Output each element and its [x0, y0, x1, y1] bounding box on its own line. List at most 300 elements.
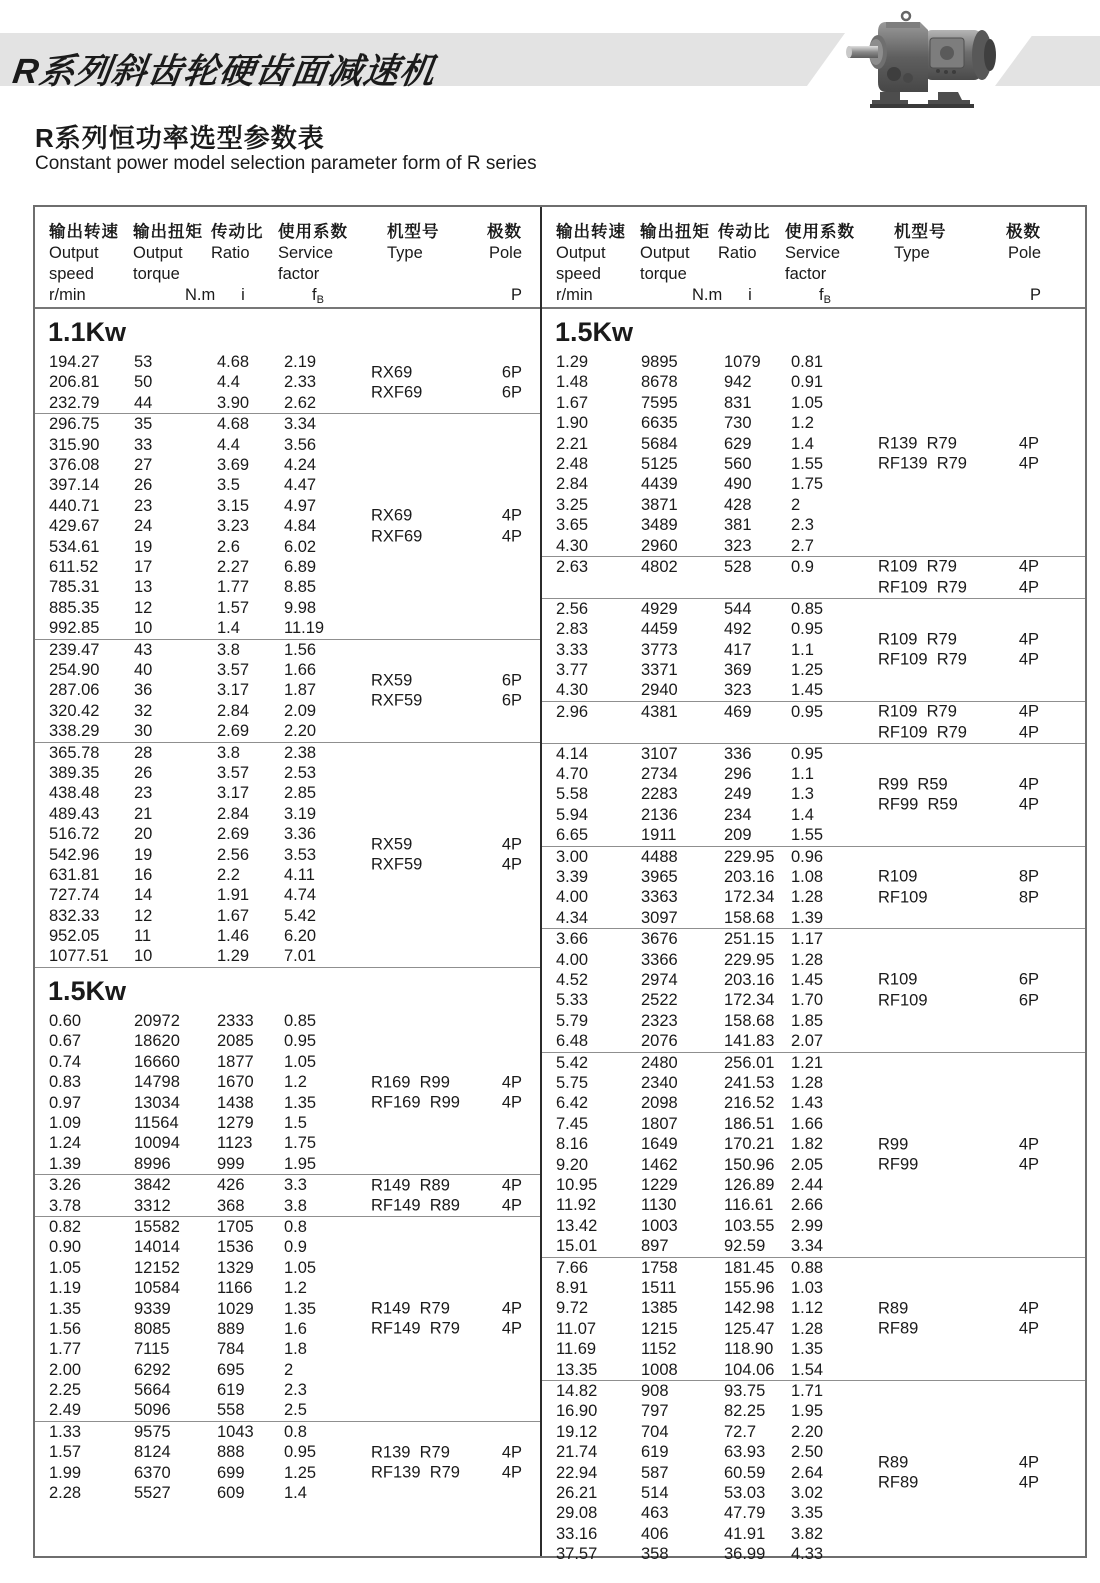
cell-service-factor: 1.28 — [791, 1073, 824, 1092]
cell-service-factor: 11.19 — [284, 619, 325, 638]
table-row — [542, 413, 1085, 433]
cell-ratio: 368 — [217, 1196, 245, 1215]
cell-output-torque: 53 — [134, 353, 153, 371]
cell-output-speed: 542.96 — [49, 845, 100, 864]
cell-service-factor: 9.98 — [284, 598, 317, 617]
type-line — [371, 670, 540, 690]
cell-ratio: 229.95 — [724, 950, 775, 969]
cell-output-torque: 13034 — [134, 1093, 180, 1112]
banner-accent-shape — [995, 36, 1100, 86]
table-row — [542, 1422, 1085, 1442]
model-type: RX59 — [371, 671, 413, 690]
cell-service-factor: 3.34 — [284, 415, 317, 434]
cell-ratio: 158.68 — [724, 908, 775, 927]
cell-ratio: 381 — [724, 516, 752, 535]
cell-output-torque: 1758 — [641, 1258, 678, 1277]
cell-ratio: 53.03 — [724, 1483, 766, 1502]
pole-count: 4P — [501, 1319, 522, 1338]
pole-count: 6P — [501, 383, 522, 402]
table-row — [542, 515, 1085, 535]
cell-ratio: 1670 — [217, 1073, 254, 1092]
cell-output-speed: 727.74 — [49, 886, 100, 905]
cell-ratio: 172.34 — [724, 888, 775, 907]
model-type: R89 — [878, 1453, 909, 1472]
type-line — [878, 577, 1085, 597]
model-type: RF149 R79 — [371, 1319, 460, 1338]
cell-output-speed: 22.94 — [556, 1463, 598, 1482]
cell-ratio: 216.52 — [724, 1094, 775, 1113]
cell-service-factor: 4.33 — [791, 1545, 824, 1564]
cell-output-speed: 5.58 — [556, 785, 589, 804]
cell-output-speed: 1.56 — [49, 1319, 82, 1338]
pole-count: 6P — [1018, 970, 1039, 989]
cell-ratio: 1329 — [217, 1258, 254, 1277]
cell-service-factor: 3.34 — [791, 1237, 824, 1256]
group-types — [371, 362, 540, 403]
model-type: RXF69 — [371, 383, 423, 402]
cell-service-factor: 7.01 — [284, 947, 317, 966]
gear-reducer-illustration — [842, 8, 1007, 116]
cell-service-factor: 0.96 — [791, 847, 824, 866]
cell-output-torque: 4488 — [641, 847, 678, 866]
group-types — [878, 629, 1085, 670]
model-type: R99 — [878, 1135, 909, 1154]
table-row — [542, 1258, 1085, 1278]
cell-ratio: 60.59 — [724, 1463, 766, 1482]
cell-output-torque: 3676 — [641, 930, 678, 949]
cell-output-torque: 12 — [134, 906, 153, 925]
cell-ratio: 47.79 — [724, 1504, 766, 1523]
cell-output-speed: 365.78 — [49, 743, 100, 762]
cell-service-factor: 0.9 — [284, 1238, 307, 1257]
cell-output-speed: 1.05 — [49, 1258, 82, 1277]
type-line — [878, 1298, 1085, 1318]
cell-service-factor: 2.20 — [284, 722, 317, 741]
cell-output-torque: 17 — [134, 557, 153, 576]
type-line — [371, 362, 540, 382]
cell-output-speed: 1.19 — [49, 1279, 82, 1298]
table-row — [35, 455, 540, 475]
power-section-header: 1.1Kw — [48, 317, 127, 347]
table-row — [542, 474, 1085, 494]
cell-output-torque: 587 — [641, 1463, 669, 1482]
cell-output-speed: 4.70 — [556, 764, 589, 783]
cell-output-torque: 2734 — [641, 764, 678, 783]
cell-output-torque: 2480 — [641, 1053, 678, 1072]
cell-ratio: 142.98 — [724, 1299, 775, 1318]
table-row — [542, 929, 1085, 949]
cell-output-torque: 16660 — [134, 1052, 180, 1071]
cell-output-speed: 3.26 — [49, 1176, 82, 1195]
pole-count: 6P — [501, 363, 522, 382]
cell-ratio: 1.57 — [217, 598, 250, 617]
cell-output-speed: 516.72 — [49, 825, 100, 844]
parameter-group — [542, 557, 1085, 599]
cell-service-factor: 1.66 — [791, 1114, 824, 1133]
pole-count: 4P — [501, 855, 522, 874]
pole-count: 4P — [1018, 723, 1039, 742]
table-row — [542, 847, 1085, 867]
pole-count: 4P — [1018, 1473, 1039, 1492]
cell-output-torque: 3489 — [641, 516, 678, 535]
table-row — [35, 557, 540, 577]
model-type: RF109 — [878, 888, 928, 907]
table-row — [35, 804, 540, 824]
cell-output-speed: 2.49 — [49, 1401, 82, 1420]
cell-ratio: 172.34 — [724, 991, 775, 1010]
cell-output-speed: 232.79 — [49, 393, 100, 412]
cell-output-torque: 3312 — [134, 1196, 171, 1215]
cell-ratio: 426 — [217, 1176, 245, 1195]
cell-service-factor: 0.91 — [791, 373, 824, 392]
cell-output-speed: 6.65 — [556, 826, 589, 845]
cell-service-factor: 4.24 — [284, 455, 317, 474]
cell-output-speed: 0.90 — [49, 1238, 82, 1257]
table-row — [542, 1031, 1085, 1051]
cell-output-speed: 5.94 — [556, 805, 589, 824]
cell-ratio: 1.67 — [217, 906, 250, 925]
model-type: RX59 — [371, 835, 413, 854]
cell-ratio: 3.69 — [217, 455, 250, 474]
type-line — [371, 834, 540, 854]
model-type: R109 — [878, 970, 918, 989]
cell-output-torque: 897 — [641, 1237, 669, 1256]
cell-output-speed: 0.74 — [49, 1052, 82, 1071]
table-row — [35, 1339, 540, 1359]
cell-output-torque: 3371 — [641, 660, 678, 679]
type-line — [878, 722, 1085, 742]
cell-output-torque: 10 — [134, 619, 153, 638]
cell-ratio: 2.84 — [217, 701, 250, 720]
cell-ratio: 203.16 — [724, 867, 775, 886]
cell-ratio: 1438 — [217, 1093, 254, 1112]
cell-output-torque: 1229 — [641, 1175, 678, 1194]
cell-output-speed: 2.84 — [556, 475, 589, 494]
cell-service-factor: 0.8 — [284, 1422, 307, 1441]
type-line — [878, 867, 1085, 887]
cell-output-speed: 254.90 — [49, 660, 100, 679]
parameter-group — [35, 352, 540, 414]
cell-ratio: 1536 — [217, 1238, 254, 1257]
type-line — [878, 990, 1085, 1010]
parameter-group — [35, 1217, 540, 1422]
cell-service-factor: 0.85 — [791, 599, 824, 618]
cell-service-factor: 2.19 — [284, 353, 317, 371]
cell-output-torque: 3773 — [641, 640, 678, 659]
cell-output-torque: 35 — [134, 415, 153, 434]
cell-service-factor: 2.7 — [791, 536, 814, 555]
cell-service-factor: 3.3 — [284, 1176, 307, 1195]
cell-output-speed: 11.69 — [556, 1340, 597, 1359]
cell-ratio: 889 — [217, 1319, 245, 1338]
pole-count: 4P — [501, 1176, 522, 1195]
cell-service-factor: 0.85 — [284, 1011, 317, 1030]
cell-output-speed: 33.16 — [556, 1524, 598, 1543]
cell-output-speed: 194.27 — [49, 353, 100, 371]
cell-output-torque: 27 — [134, 455, 153, 474]
gear-reducer-image — [842, 8, 1007, 116]
parameter-group — [542, 352, 1085, 557]
cell-ratio: 203.16 — [724, 970, 775, 989]
cell-ratio: 126.89 — [724, 1175, 775, 1194]
table-row — [35, 1483, 540, 1503]
table-row — [542, 1114, 1085, 1134]
type-line — [878, 434, 1085, 454]
cell-output-torque: 4459 — [641, 620, 678, 639]
cell-ratio: 888 — [217, 1443, 245, 1462]
cell-output-speed: 37.57 — [556, 1545, 598, 1564]
model-type: RF99 R59 — [878, 795, 958, 814]
cell-output-torque: 33 — [134, 435, 153, 454]
cell-ratio: 2.6 — [217, 537, 240, 556]
cell-ratio: 72.7 — [724, 1422, 757, 1441]
model-type: R109 — [878, 868, 918, 886]
cell-ratio: 2.69 — [217, 825, 250, 844]
cell-output-torque: 1008 — [641, 1360, 678, 1379]
cell-ratio: 1166 — [217, 1279, 253, 1298]
cell-service-factor: 1.1 — [791, 764, 814, 783]
cell-ratio: 323 — [724, 681, 752, 700]
cell-output-torque: 2136 — [641, 805, 678, 824]
parameter-group — [542, 929, 1085, 1052]
col-header-torque: 输出扭矩 Output torque N.m — [640, 223, 723, 304]
cell-ratio: 4.4 — [217, 373, 240, 392]
cell-output-torque: 8085 — [134, 1319, 171, 1338]
cell-output-speed: 4.30 — [556, 681, 589, 700]
table-row — [35, 906, 540, 926]
cell-service-factor: 0.95 — [284, 1032, 317, 1051]
cell-output-torque: 3097 — [641, 908, 678, 927]
table-half-left — [35, 207, 542, 1556]
cell-service-factor: 2.38 — [284, 743, 317, 762]
cell-ratio: 41.91 — [724, 1524, 766, 1543]
cell-output-torque: 463 — [641, 1504, 669, 1523]
cell-output-torque: 23 — [134, 496, 153, 515]
cell-service-factor: 1.55 — [791, 454, 824, 473]
cell-ratio: 528 — [724, 558, 752, 576]
cell-ratio: 4.68 — [217, 353, 250, 371]
model-type: RF109 R79 — [878, 723, 967, 742]
table-body-left — [35, 309, 540, 1504]
cell-ratio: 141.83 — [724, 1032, 775, 1051]
type-line — [878, 1473, 1085, 1493]
cell-ratio: 3.15 — [217, 496, 250, 515]
pole-count: 4P — [501, 527, 522, 546]
table-row — [542, 599, 1085, 619]
table-row — [35, 926, 540, 946]
cell-service-factor: 2 — [791, 495, 801, 514]
cell-output-speed: 885.35 — [49, 598, 100, 617]
table-row — [35, 1154, 540, 1174]
cell-service-factor: 4.74 — [284, 886, 317, 905]
table-row — [542, 495, 1085, 515]
pole-count: 4P — [1018, 795, 1039, 814]
model-type: R89 — [878, 1299, 909, 1318]
col-header-ratio: 传动比 Ratio i — [211, 223, 264, 304]
type-line — [371, 383, 540, 403]
cell-service-factor: 1.17 — [791, 930, 824, 949]
col-header-pole: 极数 Pole P — [487, 223, 522, 304]
cell-output-speed: 287.06 — [49, 681, 100, 700]
pole-count: 4P — [1018, 1155, 1039, 1174]
col-header-type: 机型号 Type — [387, 223, 440, 262]
cell-ratio: 3.17 — [217, 784, 250, 803]
cell-service-factor: 4.84 — [284, 517, 317, 536]
parameter-group — [542, 702, 1085, 744]
cell-service-factor: 2.07 — [791, 1032, 824, 1051]
cell-output-speed: 315.90 — [49, 435, 100, 454]
cell-output-torque: 4381 — [641, 702, 678, 721]
model-type: R149 R79 — [371, 1299, 450, 1318]
cell-output-torque: 1649 — [641, 1135, 678, 1154]
cell-output-speed: 611.52 — [49, 557, 99, 576]
model-type: RF109 R79 — [878, 650, 967, 669]
cell-output-torque: 2960 — [641, 536, 678, 555]
cell-service-factor: 2.5 — [284, 1401, 307, 1420]
pole-count: 4P — [501, 1093, 522, 1112]
type-line — [371, 1319, 540, 1339]
cell-service-factor: 2.33 — [284, 373, 317, 392]
cell-output-torque: 50 — [134, 373, 153, 392]
table-row — [35, 1258, 540, 1278]
cell-service-factor: 6.02 — [284, 537, 317, 556]
cell-ratio: 1705 — [217, 1217, 254, 1236]
cell-service-factor: 0.81 — [791, 353, 824, 371]
group-types — [371, 834, 540, 875]
cell-output-torque: 10094 — [134, 1134, 180, 1153]
table-row — [35, 946, 540, 966]
model-type: RX69 — [371, 363, 413, 382]
cell-output-speed: 239.47 — [49, 640, 100, 659]
cell-output-speed: 5.79 — [556, 1011, 589, 1030]
cell-ratio: 490 — [724, 475, 752, 494]
cell-output-torque: 20972 — [134, 1011, 180, 1030]
cell-output-torque: 797 — [641, 1402, 669, 1421]
table-row — [542, 1093, 1085, 1113]
cell-output-torque: 3965 — [641, 867, 678, 886]
cell-output-torque: 6635 — [641, 414, 678, 433]
col-header-pole: 极数 Pole P — [1006, 223, 1041, 304]
cell-ratio: 1.29 — [217, 947, 250, 966]
cell-output-speed: 2.00 — [49, 1360, 82, 1379]
model-type: R109 R79 — [878, 558, 957, 576]
model-type: RF169 R99 — [371, 1093, 460, 1112]
cell-service-factor: 1.43 — [791, 1094, 824, 1113]
cell-output-speed: 3.78 — [49, 1196, 82, 1215]
pole-count: 4P — [1018, 1453, 1039, 1472]
type-line — [371, 1196, 540, 1216]
table-row — [542, 1073, 1085, 1093]
cell-service-factor: 2.53 — [284, 763, 317, 782]
pole-count: 6P — [1018, 991, 1039, 1010]
table-row — [35, 721, 540, 741]
table-row — [35, 1278, 540, 1298]
cell-ratio: 116.61 — [724, 1196, 774, 1215]
cell-output-speed: 3.66 — [556, 930, 589, 949]
cell-output-speed: 785.31 — [49, 578, 100, 597]
cell-ratio: 234 — [724, 805, 752, 824]
cell-output-speed: 2.63 — [556, 558, 589, 576]
cell-service-factor: 1.87 — [284, 681, 317, 700]
table-row — [542, 744, 1085, 764]
table-row — [35, 783, 540, 803]
cell-service-factor: 4.47 — [284, 476, 317, 495]
table-row — [35, 577, 540, 597]
cell-service-factor: 1.35 — [791, 1340, 824, 1359]
cell-service-factor: 4.97 — [284, 496, 317, 515]
group-types — [878, 867, 1085, 908]
table-row — [35, 598, 540, 618]
cell-output-torque: 7115 — [134, 1340, 170, 1359]
cell-output-speed: 1.48 — [556, 373, 589, 392]
cell-ratio: 999 — [217, 1154, 245, 1173]
cell-ratio: 3.57 — [217, 660, 250, 679]
cell-service-factor: 2.99 — [791, 1216, 824, 1235]
cell-service-factor: 2.20 — [791, 1422, 824, 1441]
cell-output-speed: 3.39 — [556, 867, 589, 886]
cell-ratio: 118.90 — [724, 1340, 774, 1359]
cell-service-factor: 1.66 — [284, 660, 317, 679]
cell-output-torque: 2076 — [641, 1032, 678, 1051]
type-line — [371, 506, 540, 526]
parameter-group — [35, 414, 540, 639]
type-line — [878, 887, 1085, 907]
model-type: RF99 — [878, 1155, 919, 1174]
cell-output-torque: 6292 — [134, 1360, 171, 1379]
cell-output-torque: 13 — [134, 578, 153, 597]
parameter-group — [35, 1422, 540, 1504]
cell-output-torque: 2283 — [641, 785, 678, 804]
cell-output-speed: 2.48 — [556, 454, 589, 473]
cell-output-torque: 10 — [134, 947, 153, 966]
cell-output-speed: 1.39 — [49, 1154, 82, 1173]
cell-output-speed: 0.60 — [49, 1011, 82, 1030]
cell-service-factor: 1.70 — [791, 991, 824, 1010]
table-row — [542, 1216, 1085, 1236]
cell-ratio: 241.53 — [724, 1073, 775, 1092]
col-header-speed: 输出转速 Output speed r/min — [49, 223, 119, 304]
cell-service-factor: 1.05 — [284, 1052, 317, 1071]
group-types — [878, 1452, 1085, 1493]
table-row — [542, 536, 1085, 556]
table-row — [542, 372, 1085, 392]
cell-service-factor: 2.50 — [791, 1443, 824, 1462]
cell-ratio: 2.69 — [217, 722, 250, 741]
cell-output-speed: 438.48 — [49, 784, 100, 803]
cell-output-speed: 397.14 — [49, 476, 100, 495]
type-line — [371, 855, 540, 875]
cell-output-speed: 0.83 — [49, 1073, 82, 1092]
cell-service-factor: 5.42 — [284, 906, 317, 925]
type-line — [878, 1452, 1085, 1472]
cell-output-torque: 2340 — [641, 1073, 678, 1092]
cell-ratio: 170.21 — [724, 1135, 775, 1154]
col-header-speed: 输出转速 Output speed r/min — [556, 223, 626, 304]
type-line — [878, 702, 1085, 722]
pole-count: 4P — [501, 1299, 522, 1318]
pole-count: 4P — [1018, 558, 1039, 576]
cell-ratio: 63.93 — [724, 1443, 766, 1462]
pole-count: 6P — [501, 671, 522, 690]
cell-ratio: 158.68 — [724, 1011, 775, 1030]
group-types — [878, 970, 1085, 1011]
parameters-table — [33, 205, 1087, 1564]
table-row — [35, 1360, 540, 1380]
table-row — [542, 825, 1085, 845]
cell-service-factor: 1.03 — [791, 1278, 824, 1297]
cell-output-torque: 358 — [641, 1545, 669, 1564]
cell-service-factor: 1.45 — [791, 970, 824, 989]
